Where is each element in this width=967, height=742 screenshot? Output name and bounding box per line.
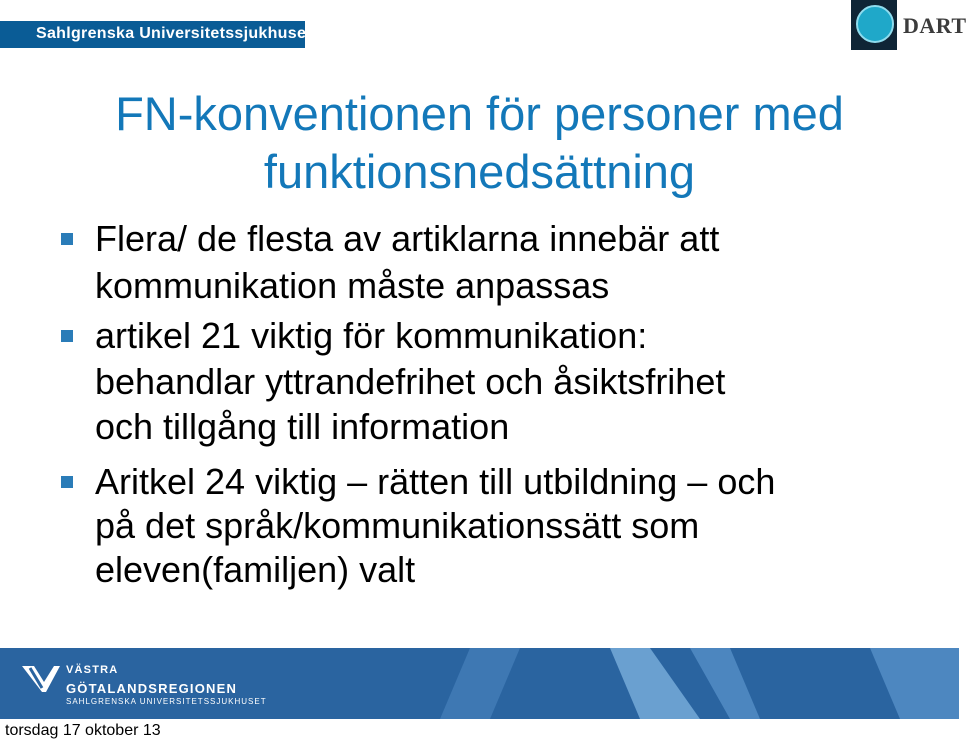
org-name-line-1: VÄSTRA (66, 664, 119, 676)
bullet-3-line-3: eleven(familjen) valt (95, 549, 416, 590)
dart-logo-text: DART (903, 13, 967, 38)
bullet-square-icon (61, 476, 73, 488)
slide-date: torsdag 17 oktober 13 (5, 722, 161, 739)
bullet-1-line-2: kommunikation måste anpassas (95, 265, 610, 306)
hospital-name: Sahlgrenska Universitetssjukhuset (36, 25, 312, 42)
dart-circle-icon (856, 5, 894, 43)
bullet-2-line-1: artikel 21 viktig för kommunikation: (95, 315, 648, 356)
bullet-2-line-2: behandlar yttrandefrihet och åsiktsfrihet (95, 361, 726, 402)
dart-logo (851, 0, 967, 50)
footer-band (0, 648, 959, 719)
bullet-1-line-1: Flera/ de flesta av artiklarna innebär att (95, 218, 720, 259)
bullet-3-line-2: på det språk/kommunikationssätt som (95, 505, 700, 546)
bullet-2-line-3: och tillgång till information (95, 406, 510, 447)
bullet-square-icon (61, 233, 73, 245)
bullet-square-icon (61, 330, 73, 342)
org-name-line-3: SAHLGRENSKA UNIVERSITETSSJUKHUSET (66, 697, 267, 706)
org-name-line-2: GÖTALANDSREGIONEN (66, 681, 238, 696)
bullet-3-line-1: Aritkel 24 viktig – rätten till utbildning – och (95, 461, 776, 502)
slide-title-line-1: FN-konventionen för personer med (115, 87, 844, 140)
slide-title-line-2: funktionsnedsättning (263, 145, 696, 198)
